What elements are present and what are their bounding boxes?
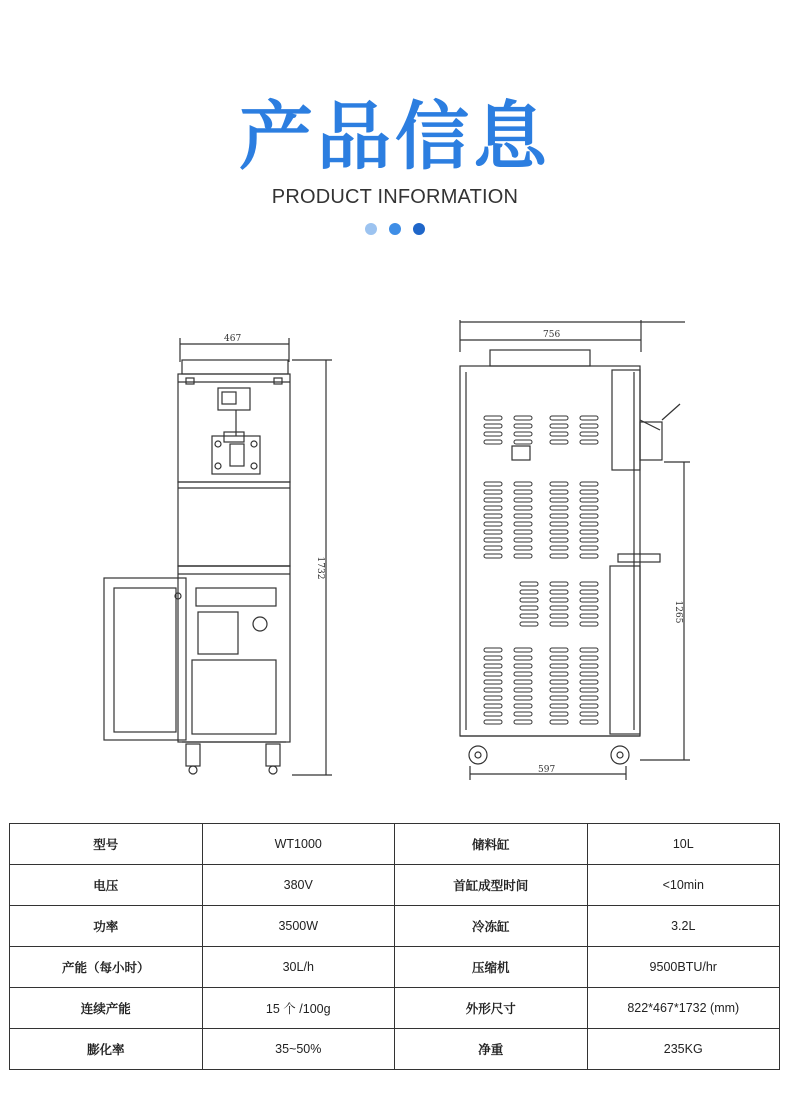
vent-slot [580, 498, 598, 502]
vent-slot [514, 498, 532, 502]
vent-slot [580, 664, 598, 668]
vent-slot [550, 582, 568, 586]
vent-slot [514, 656, 532, 660]
vent-slot [580, 546, 598, 550]
vent-slot [484, 664, 502, 668]
vent-slot [484, 482, 502, 486]
vent-slot [484, 672, 502, 676]
vent-slot [484, 432, 502, 436]
vent-slot [514, 720, 532, 724]
spec-label: 连续产能 [10, 988, 203, 1029]
spec-value: WT1000 [202, 824, 395, 865]
vent-slot [580, 530, 598, 534]
vent-slot [580, 506, 598, 510]
vent-slot [514, 672, 532, 676]
vent-slot [580, 672, 598, 676]
vent-slot [514, 514, 532, 518]
vent-slot [484, 680, 502, 684]
vent-slot [484, 514, 502, 518]
vent-slot [550, 530, 568, 534]
spec-label: 产能（每小时） [10, 947, 203, 988]
spec-label: 净重 [395, 1029, 588, 1070]
spec-value: 10L [587, 824, 780, 865]
vent-slot [550, 614, 568, 618]
front-width-label: 467 [224, 334, 242, 344]
vent-slot [550, 598, 568, 602]
spec-row [10, 906, 780, 947]
page-title: 产品信息 [239, 94, 551, 180]
spec-value: 30L/h [202, 947, 395, 988]
spec-value: 9500BTU/hr [587, 947, 780, 988]
spec-label: 功率 [10, 906, 203, 947]
vent-slot [484, 490, 502, 494]
vent-slot [580, 554, 598, 558]
vent-slot [580, 696, 598, 700]
vent-slot [580, 598, 598, 602]
vent-slot [484, 538, 502, 542]
vent-slot [550, 696, 568, 700]
vent-slot [580, 522, 598, 526]
spec-value: 3500W [202, 906, 395, 947]
spec-value: 235KG [587, 1029, 780, 1070]
spec-table-body [10, 824, 780, 1070]
vent-slot [580, 606, 598, 610]
spec-label: 压缩机 [395, 947, 588, 988]
vent-slot [550, 506, 568, 510]
page-subtitle: PRODUCT INFORMATION [271, 186, 519, 208]
vent-slot [520, 622, 538, 626]
vent-slot [550, 498, 568, 502]
vent-slot [580, 416, 598, 420]
vent-slot [580, 704, 598, 708]
vent-slot [550, 424, 568, 428]
vent-slot [484, 648, 502, 652]
vent-slot [514, 416, 532, 420]
front-view [104, 338, 332, 775]
spec-row [10, 947, 780, 988]
vent-slot [514, 688, 532, 692]
vent-slot [580, 648, 598, 652]
dot-1 [365, 223, 377, 235]
vent-slot [550, 490, 568, 494]
vent-slot [550, 680, 568, 684]
front-height-label: 1732 [315, 556, 325, 580]
vent-slot [550, 688, 568, 692]
vent-slot [550, 440, 568, 444]
vent-slot [550, 656, 568, 660]
vent-slot [580, 432, 598, 436]
vent-slot [580, 656, 598, 660]
vent-slot [520, 590, 538, 594]
vent-slot [514, 538, 532, 542]
vent-slot [514, 648, 532, 652]
vent-slot [514, 482, 532, 486]
decorative-dots [365, 223, 431, 237]
spec-value: 380V [202, 865, 395, 906]
side-height-label: 1265 [673, 600, 683, 624]
vent-slot [550, 720, 568, 724]
vent-slot [580, 712, 598, 716]
vent-slots [484, 416, 598, 724]
vent-slot [580, 538, 598, 542]
spec-label: 首缸成型时间 [395, 865, 588, 906]
spec-table [9, 823, 780, 1070]
vent-slot [550, 712, 568, 716]
vent-slot [580, 688, 598, 692]
vent-slot [514, 546, 532, 550]
vent-slot [484, 546, 502, 550]
vent-slot [514, 490, 532, 494]
vent-slot [580, 424, 598, 428]
spec-label: 膨化率 [10, 1029, 203, 1070]
vent-slot [484, 424, 502, 428]
vent-slot [484, 440, 502, 444]
vent-slot [514, 522, 532, 526]
vent-slot [514, 664, 532, 668]
vent-slot [484, 498, 502, 502]
vent-slot [514, 432, 532, 436]
vent-slot [550, 672, 568, 676]
vent-slot [484, 696, 502, 700]
spec-label: 电压 [10, 865, 203, 906]
technical-drawing [0, 300, 790, 790]
spec-value: 15 个 /100g [202, 988, 395, 1029]
vent-slot [550, 538, 568, 542]
vent-slot [580, 514, 598, 518]
spec-value: 3.2L [587, 906, 780, 947]
vent-slot [580, 440, 598, 444]
vent-slot [484, 688, 502, 692]
vent-slot [580, 680, 598, 684]
vent-slot [520, 606, 538, 610]
vent-slot [484, 416, 502, 420]
vent-slot [550, 606, 568, 610]
vent-slot [580, 582, 598, 586]
spec-row [10, 865, 780, 906]
vent-slot [550, 522, 568, 526]
vent-slot [550, 546, 568, 550]
vent-slot [580, 590, 598, 594]
vent-slot [520, 598, 538, 602]
vent-slot [514, 440, 532, 444]
vent-slot [514, 696, 532, 700]
vent-slot [550, 554, 568, 558]
vent-slot [550, 704, 568, 708]
vent-slot [484, 554, 502, 558]
spec-value: 822*467*1732 (mm) [587, 988, 780, 1029]
vent-slot [514, 554, 532, 558]
vent-slot [484, 720, 502, 724]
spec-label: 冷冻缸 [395, 906, 588, 947]
vent-slot [550, 590, 568, 594]
vent-slot [550, 514, 568, 518]
vent-slot [550, 482, 568, 486]
vent-slot [514, 712, 532, 716]
dot-3 [413, 223, 425, 235]
vent-slot [484, 522, 502, 526]
vent-slot [520, 582, 538, 586]
vent-slot [550, 664, 568, 668]
vent-slot [550, 622, 568, 626]
vent-slot [520, 614, 538, 618]
spec-label: 型号 [10, 824, 203, 865]
vent-slot [580, 622, 598, 626]
vent-slot [484, 704, 502, 708]
vent-slot [550, 648, 568, 652]
side-base-label: 597 [538, 765, 556, 775]
vent-slot [580, 490, 598, 494]
vent-slot [484, 506, 502, 510]
vent-slot [484, 656, 502, 660]
vent-slot [514, 530, 532, 534]
spec-label: 外形尺寸 [395, 988, 588, 1029]
spec-row [10, 1029, 780, 1070]
vent-slot [514, 680, 532, 684]
spec-row [10, 824, 780, 865]
spec-value: 35~50% [202, 1029, 395, 1070]
vent-slot [580, 482, 598, 486]
side-depth-label: 756 [543, 330, 561, 340]
spec-label: 储料缸 [395, 824, 588, 865]
vent-slot [484, 530, 502, 534]
vent-slot [514, 424, 532, 428]
vent-slot [514, 506, 532, 510]
vent-slot [550, 416, 568, 420]
spec-value: <10min [587, 865, 780, 906]
spec-row [10, 988, 780, 1029]
vent-slot [514, 704, 532, 708]
vent-slot [580, 720, 598, 724]
vent-slot [580, 614, 598, 618]
vent-slot [550, 432, 568, 436]
dot-2 [389, 223, 401, 235]
vent-slot [484, 712, 502, 716]
